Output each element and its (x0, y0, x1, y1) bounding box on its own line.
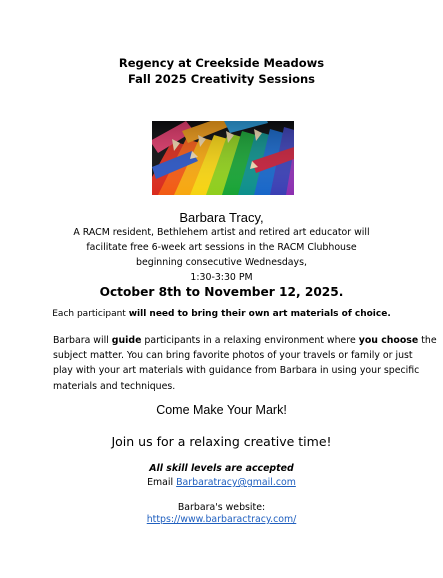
materials-note-pre: Each participant (52, 309, 129, 319)
flyer-title-line2: Fall 2025 Creativity Sessions (127, 72, 316, 86)
email-link[interactable]: Barbaratracy@gmail.com (176, 477, 296, 488)
session-time: 1:30-3:30 PM (190, 272, 253, 283)
guide-line4: materials and techniques. (53, 380, 176, 392)
materials-note-bold: will need to bring their own art materials of choice. (128, 309, 391, 319)
guide-text: the (418, 335, 437, 346)
guide-paragraph (53, 333, 437, 394)
colored-pencils-image (152, 121, 294, 195)
guide-text: Barbara will (53, 335, 112, 346)
email-label: Email (147, 477, 177, 488)
artist-name: Barbara Tracy, (179, 210, 264, 225)
email-line (0, 477, 443, 488)
guide-line1 (53, 333, 437, 348)
guide-bold-you-choose: you choose (358, 335, 419, 346)
pencils-illustration (152, 121, 294, 195)
intro-line1: A RACM resident, Bethlehem artist and retired art educator will (73, 227, 370, 238)
website-link[interactable]: https://www.barbaractracy.com/ (146, 514, 297, 525)
website-label: Barbara's website: (177, 502, 266, 513)
guide-text: participants in a relaxing environment where (141, 335, 359, 346)
website-line (0, 514, 443, 525)
skill-levels-note: All skill levels are accepted (149, 463, 294, 474)
join-us-line: Join us for a relaxing creative time! (111, 434, 332, 449)
guide-bold-guide: guide (111, 335, 142, 346)
intro-line2: facilitate free 6-week art sessions in the RACM Clubhouse (86, 242, 357, 253)
come-make-your-mark: Come Make Your Mark! (156, 403, 287, 417)
guide-line2: subject matter. You can bring favorite photos of your travels or family or just (53, 350, 413, 362)
materials-note (0, 309, 443, 319)
intro-line3: beginning consecutive Wednesdays, (136, 257, 307, 268)
flyer-title-line1: Regency at Creekside Meadows (118, 56, 325, 70)
session-dates: October 8th to November 12, 2025. (99, 285, 344, 299)
guide-line3: play with your art materials with guidance from Barbara in using your specific (53, 365, 420, 377)
